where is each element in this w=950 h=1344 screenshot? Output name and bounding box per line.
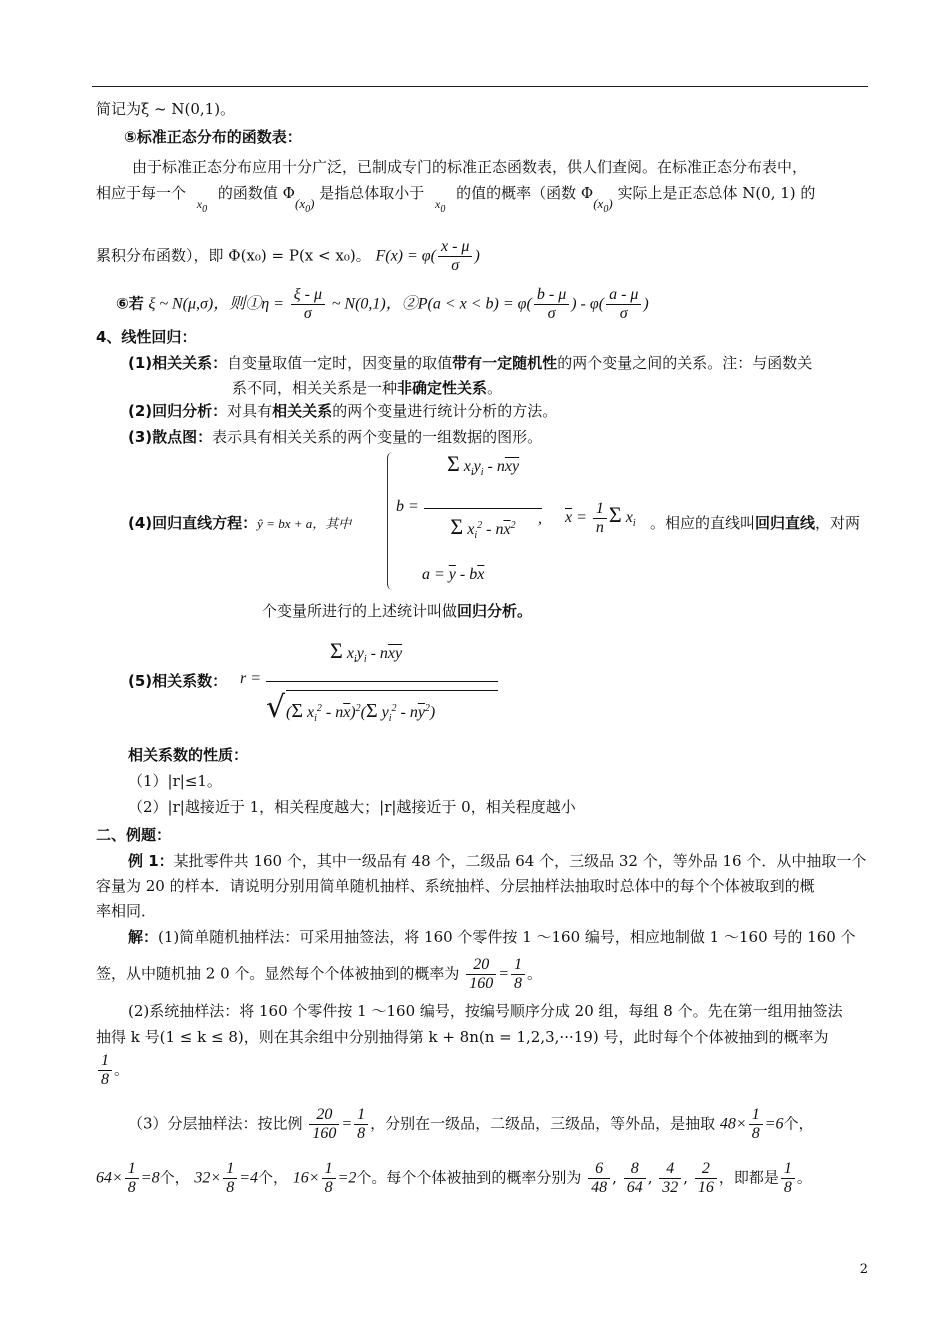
sol3-text-d: 个，: [159, 1168, 190, 1187]
section6-eta: ξ ~ N(μ,σ)，则①η =: [148, 295, 284, 313]
sol3-line1: （3）分层抽样法：按比例 $\frac{20}{160}$ = $\frac{1}{8}$ ，分别在一级品，二级品，三级品，等外品，是抽取 48× $\frac{1}{8}$ =6个，: [128, 1106, 814, 1142]
sol3-text-e: 个，: [257, 1168, 288, 1187]
b-fraction: $\frac{b - \mu}{\sigma}$: [534, 286, 569, 323]
a-fraction: $\frac{a - \mu}{\sigma}$: [606, 286, 641, 323]
item1-text1: 自变量取值一定时，因变量的取值: [227, 354, 453, 372]
section6-prob: ~ N(0,1)，②P(a < x < b) = φ(: [331, 295, 532, 313]
sol1-text1: (1)简单随机抽样法：可采用抽签法，将 160 个零件按 1 ～160 编号，相应地制做 1 ～160 号的 160 个: [158, 928, 856, 946]
comma-sep: ,: [538, 510, 542, 527]
x0-symbol: x0: [196, 197, 208, 215]
item4-after2: ，对两: [815, 514, 861, 532]
r-equals: r =: [240, 670, 262, 687]
sol3-text-a: （3）分层抽样法：按比例: [128, 1114, 303, 1133]
item2-text2: 的两个变量进行统计分析的方法。: [332, 402, 558, 420]
f-of-x-formula: F(x) = φ(: [375, 247, 436, 265]
item3-text: 表示具有相关关系的两个变量的一组数据的图形。: [212, 428, 543, 446]
header-rule: [92, 86, 868, 87]
ex1-line1: [128, 850, 908, 872]
props-title: 相关系数的性质：: [128, 746, 249, 764]
item4-after1: 。相应的直线叫: [650, 514, 756, 532]
item1-text3: 系不同，相关关系是一种: [232, 379, 398, 397]
r-fraction-bar: [266, 681, 498, 682]
cdf-text: 累积分布函数），即 Φ(x₀) = P(x < x₀)。: [96, 246, 371, 265]
xbar-formula: $\overline{x}$ = $\frac{1}{n}$ Σ $x_i$: [565, 500, 636, 536]
section2-title: 二、例题：: [96, 826, 172, 844]
sol3-text-c: 个，: [783, 1114, 814, 1133]
sol3-text-g: ，即都是: [718, 1168, 779, 1187]
frac-20-160-b: $\frac{20}{160}$: [309, 1106, 339, 1143]
eta-fraction: $\frac{\xi - \mu}{\sigma}$: [291, 286, 325, 323]
header-text-content: 简记为ξ ~ N(0,1)。: [96, 100, 236, 118]
frac-1-8: $\frac{1}{8}$: [511, 956, 525, 993]
regression-equation: ŷ = bx + a，其中: [257, 516, 352, 531]
ex1-text1: 某批零件共 160 个，其中一级品有 48 个，二级品 64 个，三级品 32 个，等外品 16 个．从中抽取一个: [173, 852, 867, 870]
item4-line2b: 回归分析。: [457, 602, 533, 620]
section6-minus: ) - φ(: [571, 295, 605, 313]
sec5-text-c: 是指总体取小于: [319, 184, 425, 202]
item2-label: (2)回归分析：: [128, 402, 228, 420]
item2-line: [128, 400, 908, 422]
item4-bold: 回归直线: [755, 514, 816, 532]
item1-text4: 。: [487, 379, 503, 397]
frac-1-8-c: $\frac{1}{8}$: [354, 1106, 368, 1143]
frac-6-48: $\frac{6}{48}$: [588, 1160, 610, 1197]
section5-paragraph-line3: 累积分布函数），即 Φ(x₀) = P(x < x₀)。 F(x) = φ( $\frac{x - \mu}{\sigma}$ ): [96, 238, 480, 274]
item4-line2a: 个变量所进行的上述统计叫做: [262, 602, 458, 620]
ex1-line3: 率相同．: [96, 902, 157, 920]
prop2: （2）|r|越接近于 1，相关程度越大；|r|越接近于 0，相关程度越小: [128, 798, 576, 816]
sol1-text2: 签，从中随机抽 2 0 个。显然每个个体被抽到的概率为: [96, 964, 460, 983]
x0-symbol-2: x0: [435, 197, 446, 215]
sol2-line2: 抽得 k 号(1 ≤ k ≤ 8)，则在其余组中分别抽得第 k + 8n(n = 1,2,3,···19) 号，此时每个个体被抽到的概率为: [96, 1028, 829, 1046]
r-denominator: (Σ $x_i^2 - n\overline{x})^2(\Sigma$ $y_i^2 - n\overline{y}^2$): [286, 700, 436, 724]
sol1-line1: [128, 926, 908, 948]
frac-1-8-b: $\frac{1}{8}$: [98, 1052, 112, 1089]
item4-tail: [650, 512, 860, 533]
section5-title: ⑤标准正态分布的函数表：: [124, 128, 302, 146]
frac-4-32: $\frac{4}{32}$: [659, 1160, 681, 1197]
item5-label: (5)相关系数：: [128, 672, 228, 690]
ex1-line2: 容量为 20 的样本．请说明分别用简单随机抽样、系统抽样、分层抽样法抽取时总体中的每个个体被取到的概: [96, 877, 815, 895]
ex1-label: 例 1：: [128, 852, 174, 870]
item3-line: [128, 426, 908, 448]
sec5-text-b: 的函数值 Φ: [217, 184, 295, 202]
frac-1-8-h: $\frac{1}{8}$: [781, 1160, 795, 1197]
x0-paren-symbol: $(x_0)$: [294, 196, 315, 215]
sqrt-bar: [286, 690, 498, 691]
sol3-text-f: 个。每个个体被抽到的概率分别为: [356, 1168, 582, 1187]
sol1-line2: 签，从中随机抽 2 0 个。显然每个个体被抽到的概率为 $\frac{20}{160}$ = $\frac{1}{8}$ 。: [96, 956, 542, 992]
sec5-text-d: 的值的概率（函数 Φ: [456, 184, 594, 202]
frac-1-8-d: $\frac{1}{8}$: [749, 1106, 763, 1143]
item4-line2: [262, 600, 950, 622]
sol2-line1: (2)系统抽样法：将 160 个零件按 1 ～160 编号，按编号顺序分成 20 组，每组 8 个。先在第一组用抽签法: [128, 1002, 843, 1020]
item1-label: (1)相关关系：: [128, 354, 228, 372]
item2-text1: 对具有: [227, 402, 273, 420]
page-number: 2: [859, 1262, 868, 1277]
frac-8-64: $\frac{8}{64}$: [624, 1160, 646, 1197]
frac-20-160: $\frac{20}{160}$: [466, 956, 496, 993]
r-numerator: Σ $x_iy_i - n\overline{xy}$: [330, 638, 403, 665]
frac-1-8-g: $\frac{1}{8}$: [322, 1160, 336, 1197]
item1-line1: [128, 352, 908, 374]
sqrt-sign: √: [266, 690, 286, 725]
x0-paren-symbol-2: $(x_0)$: [593, 196, 613, 215]
section4-title: 4、线性回归：: [96, 328, 197, 346]
item1-text2: 的两个变量之间的关系。注：与函数关: [557, 354, 813, 372]
section6-line: ⑥若 ξ ~ N(μ,σ)，则①η = $\frac{\xi - \mu}{\sigma}$ ~ N(0,1)，②P(a < x < b) = φ( $\frac{b - \mu}{\sigma}$ ) - φ( $\frac{a - \mu}{\sigma}$ ): [116, 286, 649, 322]
solution-label: 解：: [128, 928, 159, 946]
sol3-text-b: ，分别在一级品，二级品，三级品，等外品，是抽取: [370, 1114, 716, 1133]
frac-1-8-f: $\frac{1}{8}$: [223, 1160, 237, 1197]
item1-bold2: 非确定性关系: [397, 379, 488, 397]
sec5-text-a: 相应于每一个: [96, 184, 187, 202]
sec5-text-e: 实际上是正态总体 N(0, 1) 的: [617, 184, 816, 202]
prop1: （1）|r|≤1。: [128, 772, 222, 790]
section6-label: ⑥若: [116, 294, 144, 313]
item3-label: (3)散点图：: [128, 428, 213, 446]
header-text: [96, 98, 876, 120]
item4-label-line: [128, 512, 388, 535]
section5-paragraph-line2: [96, 182, 876, 221]
item1-bold1: 带有一定随机性: [452, 354, 558, 372]
sol2-line3: $\frac{1}{8}$ 。: [96, 1052, 876, 1089]
sol3-line2: 64× $\frac{1}{8}$ =8个， 32× $\frac{1}{8}$ =4个， 16× $\frac{1}{8}$ =2个。每个个体被抽到的概率分别为 $\frac{6}{48}$ , $\frac{8}{64}$ , $\frac{4}{32}$ , $\frac{2}{16}$ ，即都是 $\frac{1}{8}$ 。: [96, 1160, 812, 1196]
frac-2-16: $\frac{2}{16}$: [695, 1160, 717, 1197]
standardize-fraction: $\frac{x - \mu}{\sigma}$: [438, 238, 472, 275]
section5-paragraph-line1: 由于标准正态分布应用十分广泛，已制成专门的标准正态函数表，供人们查阅。在标准正态分布表中，: [132, 158, 808, 176]
item2-bold: 相关关系: [272, 402, 333, 420]
frac-1-8-e: $\frac{1}{8}$: [125, 1160, 139, 1197]
item1-line2: [232, 377, 950, 399]
item4-label: (4)回归直线方程：: [128, 514, 258, 532]
system-brace: [387, 452, 398, 590]
